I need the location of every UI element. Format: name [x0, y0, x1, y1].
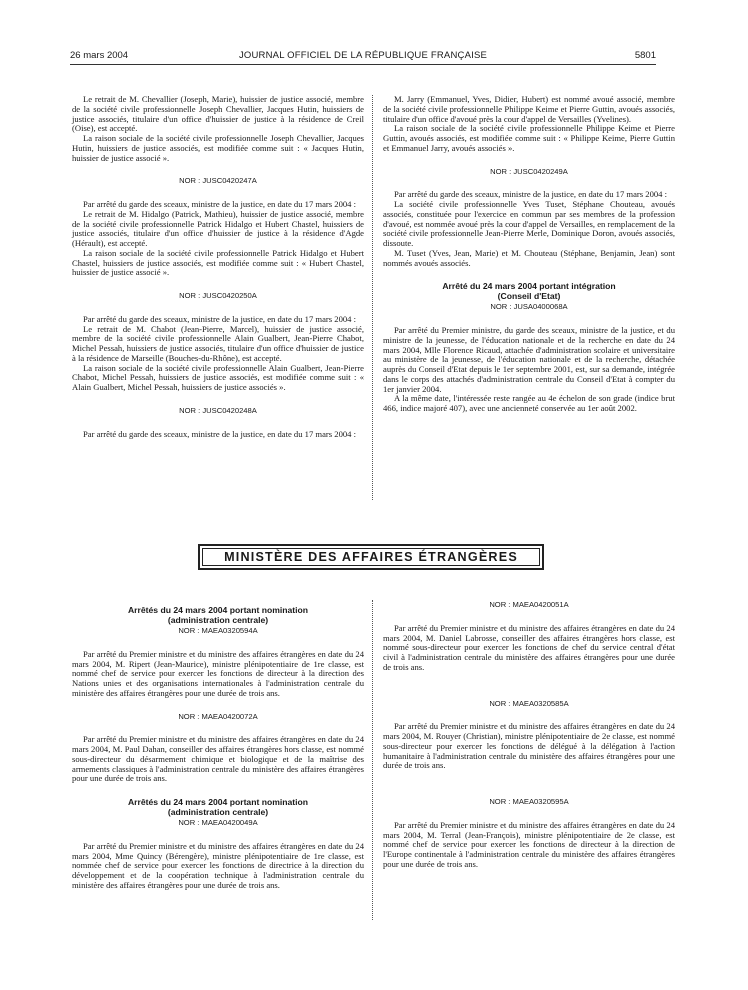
nor-reference: NOR : MAEA0420051A [489, 600, 569, 609]
ministry-banner [198, 544, 544, 570]
section-heading: Arrêtés du 24 mars 2004 portant nomination [127, 605, 309, 615]
nor-reference: NOR : JUSA0400068A [490, 302, 568, 312]
column-divider-top [372, 95, 373, 500]
column-divider-bottom [372, 600, 373, 920]
bottom-right-column [383, 600, 675, 870]
section-subheading: (Conseil d'Etat) [497, 290, 561, 301]
paragraph: Par arrêté du Premier ministre et du ministre des affaires étrangères en date du 24 mars 2004, M. Daniel Labrosse, conseiller des affaires étrangères hors classe, est nommé sous-directeur pour exercer les fonctions de chef du service central d'état civil à l'administration centrale du ministère des affaires étrangères pour une durée de trois ans. [383, 622, 675, 672]
paragraph: Par arrêté du garde des sceaux, ministre de la justice, en date du 17 mars 2004 : [83, 199, 356, 209]
paragraph: Par arrêté du garde des sceaux, ministre de la justice, en date du 17 mars 2004 : [394, 189, 667, 200]
paragraph: La raison sociale de la société civile professionnelle Patrick Hidalgo et Hubert Chastel, huissiers de justice associés, est modifiée comme suit : « Hubert Chastel, huissier de justice associé ». [72, 247, 364, 278]
paragraph: Par arrêté du Premier ministre et du ministre des affaires étrangères en date du 24 mars 2004, M. Ripert (Jean-Maurice), ministre plénipotentiaire de 1re classe, est nommé chef de service pour exercer les fonctions de directeur à la direction des Nations unies et des organisations internationales à l'administration centrale du ministère des affaires étrangères pour une durée de trois ans. [72, 648, 364, 698]
paragraph: Le retrait de M. Hidalgo (Patrick, Mathieu), huissier de justice associé, membre de la société civile professionnelle Patrick Hidalgo et Hubert Chastel, huissiers de justice associés, titulaire d'un office d'huissier de justice à la résidence d'Agde (Hérault), est accepté. [72, 208, 364, 248]
paragraph: Par arrêté du Premier ministre et du ministre des affaires étrangères en date du 24 mars 2004, M. Paul Dahan, conseiller des affaires étrangères hors classe, est nommé sous-directeur du désarmement chimique et biologique et de la maîtrise des armements classiques à l'administration centrale du ministère des affaires étrangères pour une durée de trois ans. [72, 734, 364, 784]
nor-reference: NOR : MAEA0420049A [178, 818, 258, 827]
nor-reference: NOR : JUSC0420250A [179, 291, 257, 300]
ministry-title: MINISTÈRE DES AFFAIRES ÉTRANGÈRES [202, 548, 540, 566]
section-subheading: (administration centrale) [167, 806, 269, 817]
section-heading: Arrêté du 24 mars 2004 portant intégration [442, 281, 616, 292]
paragraph: La raison sociale de la société civile professionnelle Philippe Keime et Pierre Guttin, avoués associés, est modifiée comme suit : « Philippe Keime, Pierre Guttin et Emmanuel Jarry, avoués associés ». [383, 123, 675, 153]
paragraph: La raison sociale de la société civile professionnelle Alain Gualbert, Jean-Pierre Chabot, Michel Pessah, huissiers de justice associés, est modifiée comme suit : « Alain Gualbert, Michel Pessah, huissiers de justice associés ». [72, 362, 364, 392]
nor-reference: NOR : MAEA0320595A [489, 797, 569, 806]
paragraph: Par arrêté du garde des sceaux, ministre de la justice, en date du 17 mars 2004 : [83, 428, 356, 439]
paragraph: La raison sociale de la société civile professionnelle Joseph Chevallier, Jacques Hutin, huissiers de justice associés, est modifiée comme suit : « Jacques Hutin, huissier de justice associé ». [72, 133, 364, 163]
paragraph: Par arrêté du garde des sceaux, ministre de la justice, en date du 17 mars 2004 : [83, 313, 356, 324]
paragraph: La société civile professionnelle Yves Tuset, Stéphane Chouteau, avoués associés, constituée pour l'exercice en commun par ses membres de la profession d'avoué, est nommée avoué près la cour d'appel de Versailles, en remplacement de la société civile professionnelle Jean-Pierre Merle, Dominique Doron, avoués associés, dissoute. [383, 199, 675, 248]
nor-reference: NOR : MAEA0320594A [178, 626, 258, 635]
paragraph: Par arrêté du Premier ministre et du ministre des affaires étrangères en date du 24 mars 2004, M. Terral (Jean-François), ministre plénipotentiaire de 2e classe, est nommé chef de service pour exercer les fonctions de directeur à la direction de l'Europe continentale à l'administration centrale du ministère des affaires étrangères pour une durée de trois ans. [383, 819, 675, 869]
paragraph: M. Tuset (Yves, Jean, Marie) et M. Chouteau (Stéphane, Benjamin, Jean) sont nommés avoués associés. [383, 247, 675, 268]
nor-reference: NOR : MAEA0320585A [489, 698, 569, 708]
journal-title: JOURNAL OFFICIEL DE LA RÉPUBLIQUE FRANÇAISE [238, 50, 488, 61]
nor-reference: NOR : MAEA0420072A [178, 711, 258, 721]
section-subheading: (administration centrale) [167, 614, 269, 625]
paragraph: M. Jarry (Emmanuel, Yves, Didier, Hubert) est nommé avoué associé, membre de la société civile professionnelle Philippe Keime et Pierre Guttin, avoués associés, titulaire d'un office d'avoué près la cour d'appel de Versailles (Yvelines). [383, 94, 675, 124]
spacer [383, 268, 675, 282]
page-header [70, 50, 656, 64]
section-heading: Arrêtés du 24 mars 2004 portant nomination [127, 797, 309, 807]
nor-reference: NOR : JUSC0420248A [179, 405, 257, 415]
nor-reference: NOR : JUSC0420249A [490, 166, 568, 176]
page-number: 5801 [634, 50, 656, 61]
paragraph: Par arrêté du Premier ministre et du ministre des affaires étrangères en date du 24 mars 2004, M. Rouyer (Christian), ministre plénipotentiaire de 2e classe, est nommé sous-directeur pour exercer les fonctions de délégué à la délégation à l'action humanitaire à l'administration centrale du ministère des affaires étrangères pour une durée de trois ans. [383, 721, 675, 771]
bottom-left-column [72, 600, 364, 891]
paragraph: Le retrait de M. Chevallier (Joseph, Marie), huissier de justice associé, membre de la société civile professionnelle Joseph Chevallier, Jacques Hutin, huissiers de justice associés, titulaire d'un office d'huissier de justice à la résidence de Creil (Oise), est accepté. [72, 94, 364, 134]
top-left-column [72, 95, 364, 439]
top-right-column [383, 95, 675, 414]
nor-reference: NOR : JUSC0420247A [179, 176, 257, 186]
header-date: 26 mars 2004 [70, 50, 129, 61]
paragraph: Par arrêté du Premier ministre et du ministre des affaires étrangères en date du 24 mars 2004, Mme Quincy (Bérengère), ministre plénipotentiaire de 1re classe, est nommée chef de service pour exercer les fonctions de directrice à la direction du développement et de la coopération technique à l'administration centrale du ministère des affaires étrangères pour une durée de trois ans. [72, 840, 364, 890]
paragraph: A la même date, l'intéressée reste rangée au 4e échelon de son grade (indice brut 466, indice majoré 407), avec une ancienneté conservée au 1er août 2002. [383, 393, 675, 413]
paragraph: Par arrêté du Premier ministre, du garde des sceaux, ministre de la justice, et du ministre de la jeunesse, de l'éducation nationale et de la recherche en date du 24 mars 2004, Mlle Florence Ricaud, attachée d'administration scolaire et universitaire au ministère de la jeunesse, de l'éducation nationale et de la recherche, détachée auprès du Conseil d'Etat depuis le 1er septembre 2001, est, sur sa demande, intégrée dans le corps des attachés d'administration centrale du Conseil d'Etat à compter du 1er janvier 2004. [383, 325, 675, 394]
paragraph: Le retrait de M. Chabot (Jean-Pierre, Marcel), huissier de justice associé, membre de la société civile professionnelle Alain Gualbert, Jean-Pierre Chabot, Michel Pessah, huissiers de justice associés, titulaire d'un office d'huissier de justice à la résidence de Marseille (Bouches-du-Rhône), est accepté. [72, 323, 364, 363]
spacer [72, 784, 364, 798]
header-rule [70, 64, 656, 65]
